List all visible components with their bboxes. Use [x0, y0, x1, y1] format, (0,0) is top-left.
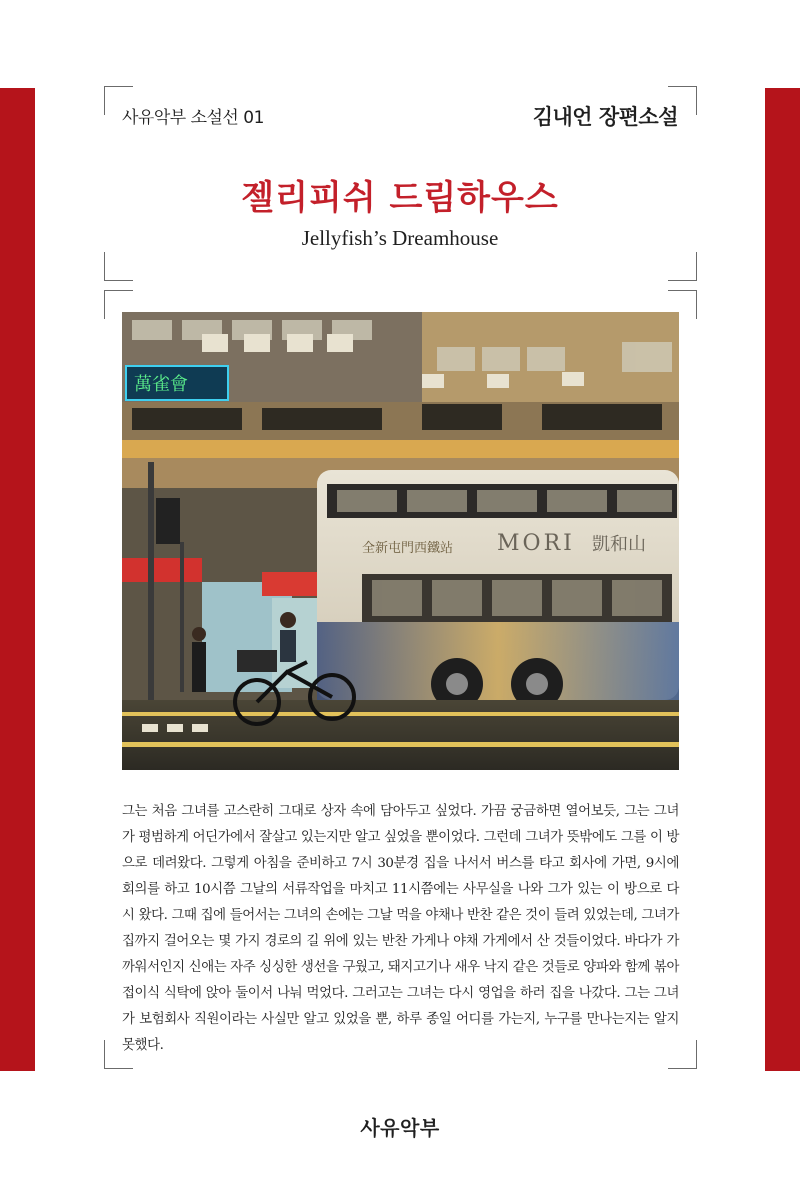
shop-sign-text: 萬雀會 — [134, 374, 188, 395]
cover-photo — [122, 312, 679, 770]
novel-excerpt: 그는 처음 그녀를 고스란히 그대로 상자 속에 담아두고 싶었다. 가끔 궁금하면 열어보듯, 그는 그녀가 평범하게 어딘가에서 잘살고 있는지만 알고 싶었을 뿐이었다. 그런데 그녀가 뜻밖에도 그를 이 방으로 데려왔다. 그렇게 아침을 준비하고 7시 30분경 집을 나서서 버스를 타고 회사에 가면, 9시에 회의를 하고 10시쯤 그날의 서류작업을 마치고 11시쯤에는 사무실을 나와 그가 있는 이 방으로 다시 왔다. 그때 집에 들어서는 그녀의 손에는 그날 먹을 야채나 반찬 같은 것이 들려 있었는데, 그녀가 집까지 걸어오는 몇 가지 경로의 길 위에 있는 반찬 가게나 야채 가게에서 산 것들이었다. 바다가 가까워서인지 신애는 자주 싱싱한 생선을 구웠고, 돼지고기나 새우 낙지 같은 것들로 양파와 함께 볶아 접이식 식탁에 앉아 둘이서 나눠 먹었다. 그러고는 그녀는 다시 영업을 하러 집을 나갔다. 그는 그녀가 보험회사 직원이라는 사실만 알고 있었을 뿐, 하루 종일 어디를 가는지, 누구를 만나는지는 알지 못했다. — [122, 804, 679, 1053]
publisher-logo: 사유악부 — [360, 1116, 440, 1140]
bus-brand-text: MORI — [497, 531, 575, 556]
book-title-korean: 젤리피쉬 드림하우스 — [241, 178, 559, 218]
bus-chinese-text: 凱和山 — [592, 534, 646, 555]
author-label: 김내언 장편소설 — [532, 105, 678, 129]
corner-mark — [104, 252, 133, 281]
series-label: 사유악부 소설선 01 — [122, 108, 264, 128]
svg-text:全新屯門西鐵站: 全新屯門西鐵站 — [362, 541, 454, 556]
book-title-english: Jellyfish’s Dreamhouse — [301, 226, 499, 250]
corner-mark — [668, 252, 697, 281]
